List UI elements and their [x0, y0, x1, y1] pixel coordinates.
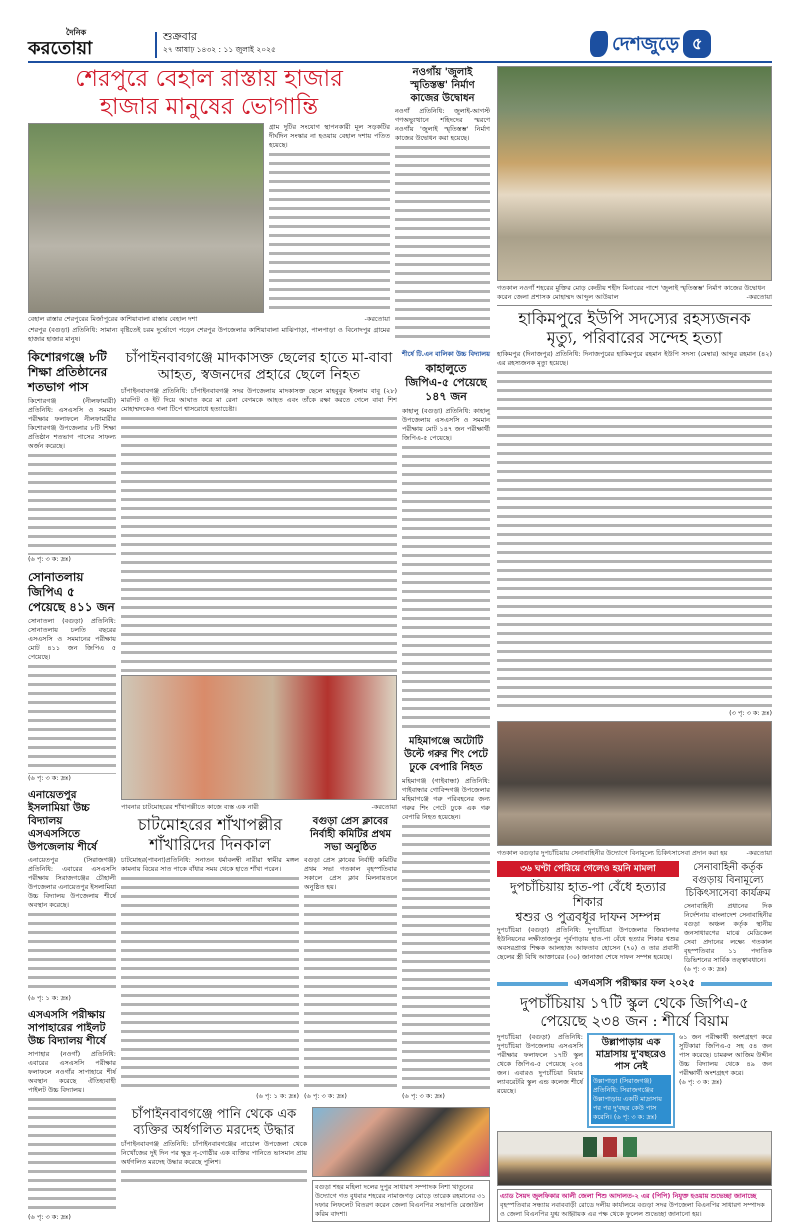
sherpur-lead — [28, 326, 390, 344]
sapahar-headline: এসএসসি পরীক্ষায় সাপাহারের পাইলট উচ্চ বিদ্যালয় শীর্ষে — [28, 1008, 106, 1047]
column-a — [28, 350, 116, 1222]
text-lines — [395, 143, 490, 344]
body-text: চাঁপাইনবাবগঞ্জ প্রতিনিধি: চাঁপাইনবাবগঞ্জের নাচোল উপজেলা থেকে নিখোঁজের দুই দিন পর ক্ষুদ্র নৃ-গোষ্ঠীর এক ব্যক্তির পানিতে ভাসমান প্রায় অর্ধগলিত মরদেহ উদ্ধার করেছে পুলিশ। — [121, 1140, 307, 1167]
right-region — [497, 66, 772, 1222]
headline-line: মৃত্যু, পরিবারের সন্দেহ হত্যা — [546, 328, 723, 348]
page-number: ৫ — [683, 30, 711, 58]
ssc-banner — [497, 977, 772, 991]
headline-line: শ্বশুর ও পুত্রবধূর দাফন সম্পন্ন — [515, 909, 661, 924]
mohila-dal-block — [312, 1107, 490, 1222]
army-health-headline: সেনাবাহিনী কর্তৃক বগুড়ায় বিনামূল্যে চিকিৎসাসেবা কার্যক্রম — [685, 862, 771, 899]
divider — [497, 305, 772, 306]
body-text: বগুড়া প্রেস ক্লাবের নির্বাহী কমিটির প্রথম সভা গতকাল বৃহস্পতিবার সকালে প্রেস ক্লাব মিলনায়তনে অনুষ্ঠিত হয়। — [304, 856, 397, 892]
ullapara-box — [587, 1033, 675, 1128]
ssc-body-row — [497, 1033, 772, 1128]
ullapara-body — [591, 1075, 671, 1124]
murder-body — [497, 926, 679, 962]
ssc-body-col3 — [679, 1033, 772, 1128]
pressclub-headline: বগুড়া প্রেস ক্লাবের নির্বাহী কমিটির প্রথম সভা অনুষ্ঠিত — [309, 816, 392, 854]
body-text: শেরপুর (বগুড়া) প্রতিনিধি: সামান্য বৃষ্টিতেই চরম দুর্ভোগে পড়েন শেরপুর উপজেলার কাশিয়াবালা মাঝিপাড়া, পালপাড়া ও বিনোদপুর গ্রামের হাজার হাজার মানুষ। — [28, 326, 390, 344]
caption-text: পাবনার চাটমোহরের শাঁখাপল্লীতে কাজে ব্যস্ত এক নারী — [121, 803, 259, 812]
jump-line: (৩ পৃ: ৩ ক: দ্রঃ) — [729, 709, 772, 717]
caption-text: গতকাল নওগাঁ শহরের মুক্তির মোড় কেন্দ্রীয় শহীদ মিনারের পাশে 'জুলাই স্মৃতিস্তম্ভ' নির্মাণ কাজের উদ্বোধন করেন জেলা প্রশাসক মোহাম্মদ আব্দুল আউয়াল — [497, 284, 766, 301]
army-health-story — [684, 861, 772, 974]
mohila-dal-caption — [312, 1180, 490, 1222]
hakimpur-body — [497, 350, 772, 718]
column-b1 — [121, 350, 397, 1101]
logo-main: করতোয়া — [28, 38, 93, 59]
jump-line: (৬ পৃ: ৩ ক: দ্রঃ) — [28, 1213, 71, 1221]
sapahar-story — [28, 1009, 116, 1222]
portrait — [603, 1137, 617, 1157]
header-divider — [155, 32, 157, 58]
text-lines — [269, 150, 390, 313]
body-text: মহিমাগঞ্জ (গাইবান্ধা) প্রতিনিধি: গাইবান্ধার গোবিন্দগঞ্জ উপজেলার মহিমাগঞ্জে গরু পরিবহনের জন্য গরুর শিং পেটে ঢুকে এক গরু বেপারি নিহত হয়েছেন। — [402, 776, 490, 821]
logo-small: দৈনিক — [66, 28, 87, 37]
text-lines — [121, 414, 397, 673]
body-text: নওগাঁ প্রতিনিধি: জুলাই-আগস্ট গণঅভ্যুত্থানে শহিদদের স্মরণে নওগাঁয় 'জুলাই স্মৃতিস্তম্ভ' নির্মাণ কাজের উদ্বোধন করা হয়েছে। — [395, 107, 490, 142]
body-text: চাটমোহর(পাবনা)প্রতিনিধি: সনাতন ধর্মাবলম্বী নারীরা স্বামীর মঙ্গল কামনায় বিয়ের সাত পাকে বাঁধার সময় থেকে হাতে শাঁখা পরেন। — [121, 855, 299, 873]
headline-line: চাটমোহরের শাঁখাপল্লীর — [137, 815, 283, 835]
pressclub-body — [304, 856, 397, 1101]
jump-line: (৬ পৃ: ৩ ক: দ্রঃ) — [613, 1113, 657, 1121]
caption-text: বৃহস্পতিবার সন্ধ্যায় নবাববাড়ী রোডে দলীয় কার্যালয়ে বগুড়া সদর উপজেলা বিএনপির সাধারণ সম্পাদক ও জেলা বিএনপির যুগ্ম আহ্বায়ক এর পক্ষ থেকে ফুলেল শুভেচ্ছা জানানো হয়। — [500, 1201, 765, 1218]
road-photo — [28, 123, 264, 313]
bangladesh-map-icon — [590, 31, 608, 57]
murder-headline — [497, 879, 679, 924]
body-text: গ্রাম দুটির সংযোগ স্থাপনকারী মূল সড়কটির দীর্ঘদিন সংস্কার না হওয়ায় বেহাল দশায় পতিত হয়েছে। — [269, 123, 390, 150]
caption-text: বেহাল রাস্তার শেরপুরের মির্জাপুরের কাশিয়াবালা রাস্তার বেহাল দশা — [28, 315, 198, 324]
sherpur-caption — [28, 315, 390, 324]
greeting-photo — [497, 1131, 772, 1186]
pressclub-story — [304, 815, 397, 1101]
enayetpur-story — [28, 789, 116, 1002]
naogaon-body — [395, 107, 490, 344]
headline-line: চাঁপাইনবাবগঞ্জে মাদকাসক্ত ছেলের হাতে মা-বাবা — [125, 350, 393, 367]
kishoreganj-body — [28, 397, 116, 563]
body-text: ৬১ জন পরীক্ষার্থী অংশগ্রহণ করে সুটিকারা জিপিএ-৫ সহ ৫৪ জন পাস করেছে। চামরুল আজিম উদ্দীন উচ্চ বিদ্যালয় থেকে ৪৯ জন পরীক্ষার্থী অংশগ্রহণ করে। — [679, 1033, 772, 1077]
sonatala-body — [28, 617, 116, 783]
section-title: দেশজুড়ে — [612, 33, 680, 55]
photo-credit: -করতোয়া — [746, 293, 772, 301]
text-lines — [28, 910, 116, 993]
caption-text: বগুড়া শহর মহিলা দলের দুপুর সাধারণ সম্পাদক নিশা খাতুনের উদ্যোগে গত বুধবার শহরের নামাজগড় মোড়ে তারেক রহমানের ৩১ দফার লিফলেট বিতরণ করেন জেলা বিএনপির সভাপতি রেজাউল করিম বাদশা। — [315, 1183, 486, 1218]
enayetpur-headline: এনায়েতপুর ইসলামিয়া উচ্চ বিদ্যালয় এসএসসিতে উপজেলায় শীর্ষে — [28, 789, 97, 854]
chatmohar-headline — [121, 815, 299, 853]
army-health-photo — [497, 721, 772, 846]
mahimaganj-body — [402, 777, 490, 1101]
text-lines — [28, 662, 116, 774]
section-logo — [590, 30, 711, 58]
headline-line: দুপচাঁচিয়ায় হাত-পা বেঁধে হত্যার শিকার — [509, 879, 667, 909]
chapai-water-body — [121, 1140, 307, 1185]
sherpur-body — [269, 123, 390, 313]
enayetpur-body — [28, 856, 116, 1002]
header-rule — [28, 61, 772, 63]
header-date — [163, 29, 276, 56]
jump-line: (৬ পৃ: ৩ ক: দ্রঃ) — [28, 554, 71, 563]
text-lines — [121, 1167, 307, 1185]
photo-credit: -করতোয়া — [364, 315, 390, 324]
jump-line: (৬ পৃ: ৩ ক: দ্রঃ) — [304, 1092, 347, 1100]
date: ২৭ আষাঢ় ১৪৩২ : ১১ জুলাই ২০২৫ — [163, 45, 276, 54]
text-lines — [28, 1095, 116, 1213]
sherpur-story — [28, 66, 390, 344]
sherpur-headline — [28, 66, 390, 121]
murder-story — [497, 861, 679, 974]
army-health-body — [684, 902, 772, 974]
headline-line: হাজার মানুষের ভোগান্তি — [99, 93, 319, 120]
jump-line: (৬ পৃ: ১ ক: দ্রঃ) — [256, 1092, 299, 1100]
kishoreganj-story — [28, 350, 116, 563]
headline-line: শাঁখারিদের দিনকাল — [149, 834, 271, 854]
text-lines — [28, 451, 116, 554]
body-text: এনায়েতপুর (সিরাজগঞ্জ) প্রতিনিধি: এবারের এসএসসি পরীক্ষায় সিরাজগঞ্জের চৌহালী উপজেলার এনায়েতপুর ইসলামিয়া উচ্চ বিদ্যালয় উপজেলায় শীর্ষে অবস্থান করেছে। — [28, 856, 116, 910]
bottom-left-row — [28, 350, 490, 1222]
column-c — [402, 350, 490, 1101]
banner-rule — [701, 982, 772, 986]
chapai-headline — [121, 350, 397, 384]
text-lines — [121, 874, 299, 1092]
text-lines — [402, 822, 490, 1092]
ullapara-headline: উল্লাপাড়ায় এক মাদ্রাসায় দু'বছরেও পাস নেই — [595, 1037, 666, 1072]
kishoreganj-headline: কিশোরগঞ্জে ৮টি শিক্ষা প্রতিষ্ঠানের শতভাগ পাস — [28, 350, 108, 395]
caption-title: এ্যাড সৈয়দ জুলফিকার আলী জেলা শিশু আদালত-২ এর (পিপি) নিযুক্ত হওয়ায় শুভেচ্ছা জানাচ্ছে — [500, 1192, 757, 1200]
body-text: কিশোরগঞ্জ (নীলফামারী) প্রতিনিধি: এসএসসি ও সমমান পরীক্ষার ফলাফলে নীলফামারীর কিশোরগঞ্জ উপজেলার ৮টি শিক্ষা প্রতিষ্ঠান শতভাগ পাসের সাফল্য অর্জন করেছে। — [28, 397, 116, 451]
photo-credit: -করতোয়া — [371, 803, 397, 812]
portrait — [623, 1137, 637, 1157]
jump-line: (৬ পৃ: ১ ক: দ্রঃ) — [28, 993, 71, 1002]
chatmohar-body — [121, 856, 299, 1101]
naogaon-caption — [497, 284, 772, 302]
chatmohar-pressclub-row — [121, 815, 397, 1101]
headline-line: ব্যক্তির অর্ধগলিত মরদেহ উদ্ধার — [133, 1122, 295, 1138]
headline-line: পেয়েছে ২৩৪ জন : শীর্ষে বিয়াম — [540, 1012, 729, 1030]
portrait — [583, 1137, 597, 1157]
mohila-dal-photo — [312, 1107, 490, 1177]
headline-line: চাঁপাইনবাবগঞ্জে পানি থেকে এক — [131, 1107, 297, 1122]
kahalu-body — [402, 407, 490, 731]
chapai-water-story — [121, 1107, 307, 1222]
sonatala-headline: সোনাতলায় জিপিএ ৫ পেয়েছে ৪১১ জন — [28, 569, 115, 614]
chapai-body — [121, 387, 397, 673]
ssc-headline — [497, 994, 772, 1030]
body-text: দুপচাঁচিয়া (বগুড়া) প্রতিনিধি: দুপচাঁচিয়া উপজেলায় এসএসসি পরীক্ষার ফলাফলে ১৭টি স্কুল থেকে জিপিএ-৫ পেয়েছে ২৩৪ জন। এবারও দুপচাঁচিয়া বিয়াম ল্যাবরেটরি স্কুল এন্ড কলেজ শীর্ষে রয়েছে। — [497, 1033, 583, 1095]
top-left-row — [28, 66, 490, 344]
chapai-water-headline — [121, 1107, 307, 1138]
body-text: দুপচাঁচিয়া (বগুড়া) প্রতিনিধি: দুপচাঁচিয়া উপজেলার জিয়ানগর ইউনিয়নের লক্ষীতাজপুর পূর্বপাড়ায় হাত-পা বেঁধে হত্যার শিকার শ্বশুর অবসরপ্রাপ্ত শিক্ষক আলহাজ আফতাব হোসেন (৭০) ও তার প্রবাসী ছেলের স্ত্রী বিথি আক্তারের (৩০) জানাজা শেষে দাফন সম্পন্ন হয়েছে। — [497, 926, 679, 961]
body-text: সেনাবাহিনী প্রধানের দিক নির্দেশনায় বাংলাদেশ সেনাবাহিনীর বগুড়া অঞ্চল কর্তৃক স্থানীয় জনসাধারণের মাঝে মেডিকেল সেবা প্রদানের লক্ষ্যে গতকাল বৃহস্পতিবার ১১ পদাতিক ডিভিশনের সার্বিক তত্ত্বাবধানে। — [684, 902, 772, 964]
murder-banner: ৩৬ ঘণ্টা পেরিয়ে গেলেও হয়নি মামলা — [497, 861, 679, 877]
body-text: সোনাতলা (বগুড়া) প্রতিনিধি: সোনাতলায় চলতি বছরের এসএসসি ও সমমানের পরীক্ষায় মোট ৪১১ জন জিপিএ ৫ পেয়েছে। — [28, 616, 116, 661]
jump-line: (৬ পৃ: ৩ ক: দ্রঃ) — [679, 1078, 722, 1086]
naogaon-story — [395, 66, 490, 344]
body-text: কাহালু (বগুড়া) প্রতিনিধি: কাহালু উপজেলায় এসএসসি ও সমমান পরীক্ষায় মোট ১৪৭ জন পরীক্ষার্থী জিপিএ-৫ পেয়েছে। — [402, 407, 490, 443]
chatmohar-story — [121, 815, 299, 1101]
banner-rule — [497, 982, 568, 986]
body-text: উল্লাপাড়া (সিরাজগঞ্জ) প্রতিনিধি: সিরাজগঞ্জের উল্লাপাড়ায় একটি মাদ্রাসায় পর পর দু'বছর কেউ পাস করেনি। — [593, 1077, 662, 1121]
headline-line: শেরপুরে বেহাল রাস্তায় হাজার — [75, 66, 343, 92]
left-region — [28, 66, 490, 1222]
kahalu-headline: কাহালুতে জিপিএ-৫ পেয়েছে ১৪৭ জন — [405, 362, 487, 404]
naogaon-photo — [497, 66, 772, 281]
body-text: হাকিমপুর (দিনাজপুর) প্রতিনিধি: দিনাজপুরের হাকিমপুরে রহমান ইউপি সদস্য (মেম্বার) আব্দুর রহমান (৪২) এর রহস্যজনক মৃত্যু হয়েছে। — [497, 350, 772, 368]
caption-text: গতকাল বগুড়ার দুপচাঁচিয়ায় সেনাবাহিনীর উদ্যোগে বিনামূল্যে চিকিৎসাসেবা প্রদান করা হয় — [497, 849, 728, 857]
body-text: সাপাহার (নওগাঁ) প্রতিনিধি: এবারের এসএসসি পরীক্ষার ফলাফলে নওগাঁর সাপাহারে শীর্ষ অবস্থান করেছে ঐতিহ্যবাহী পাইলট উচ্চ বিদ্যালয়। — [28, 1049, 116, 1094]
murder-army-row — [497, 861, 772, 974]
ssc-banner-text: এসএসসি পরীক্ষার ফল ২০২৫ — [574, 978, 695, 989]
army-photo-caption — [497, 849, 772, 858]
shakhari-photo — [121, 675, 397, 800]
day: শুক্রবার — [163, 30, 198, 43]
jump-line: (৬ পৃ: ৩ ক: দ্রঃ) — [402, 1092, 445, 1100]
text-lines — [402, 443, 490, 731]
text-lines — [304, 892, 397, 1092]
shakhari-caption — [121, 803, 397, 812]
headline-line: দুপচাঁচিয়ায় ১৭টি স্কুল থেকে জিপিএ-৫ — [520, 994, 749, 1012]
column-b — [121, 350, 490, 1222]
sonatala-story — [28, 570, 116, 783]
column-b-upper — [121, 350, 490, 1101]
jump-line: (৬ পৃ: ৩ ক: দ্রঃ) — [684, 965, 727, 973]
naogaon-headline: নওগাঁয় 'জুলাই স্মৃতিস্তম্ভ' নির্মাণ কাজের উদ্বোধন — [410, 67, 475, 104]
hakimpur-headline — [497, 309, 772, 347]
body-text: চাঁপাইনবাবগঞ্জ প্রতিনিধি: চাঁপাইনবাবগঞ্জ সদর উপজেলায় মাদকাসক্ত ছেলে মাহবুবুর ইসলাম বাবু (২৮) মারপিট ও ইট দিয়ে আঘাত করে মা রেনা বেগমকে আহত এবং তাঁকে রক্ষা করতে গেলে বাবা শিশ মোহাম্মদকেও গলা টিপে শ্বাসরোধে হত্যাচেষ্টা। — [121, 386, 397, 413]
greeting-caption — [497, 1189, 772, 1222]
ssc-body-col1 — [497, 1033, 583, 1128]
headline-line: আহত, স্বজনদের প্রহারে ছেলে নিহত — [157, 366, 361, 383]
photo-credit: -করতোয়া — [746, 849, 772, 857]
sapahar-body — [28, 1050, 116, 1222]
headline-line: হাকিমপুরে ইউপি সদস্যের রহস্যজনক — [518, 309, 751, 328]
masthead-logo — [28, 28, 148, 60]
column-b-lower — [121, 1107, 490, 1222]
kahalu-kicker: শীর্ষে টি.এন বালিকা উচ্চ বিদ্যালয় — [402, 350, 490, 359]
mahimaganj-headline: মহিমাগঞ্জে অটোটি উল্টে গরুর শিং পেটে ঢুকে বেপারি নিহত — [404, 735, 488, 773]
text-lines — [497, 368, 772, 709]
jump-line: (৬ পৃ: ৩ ক: দ্রঃ) — [28, 774, 71, 783]
